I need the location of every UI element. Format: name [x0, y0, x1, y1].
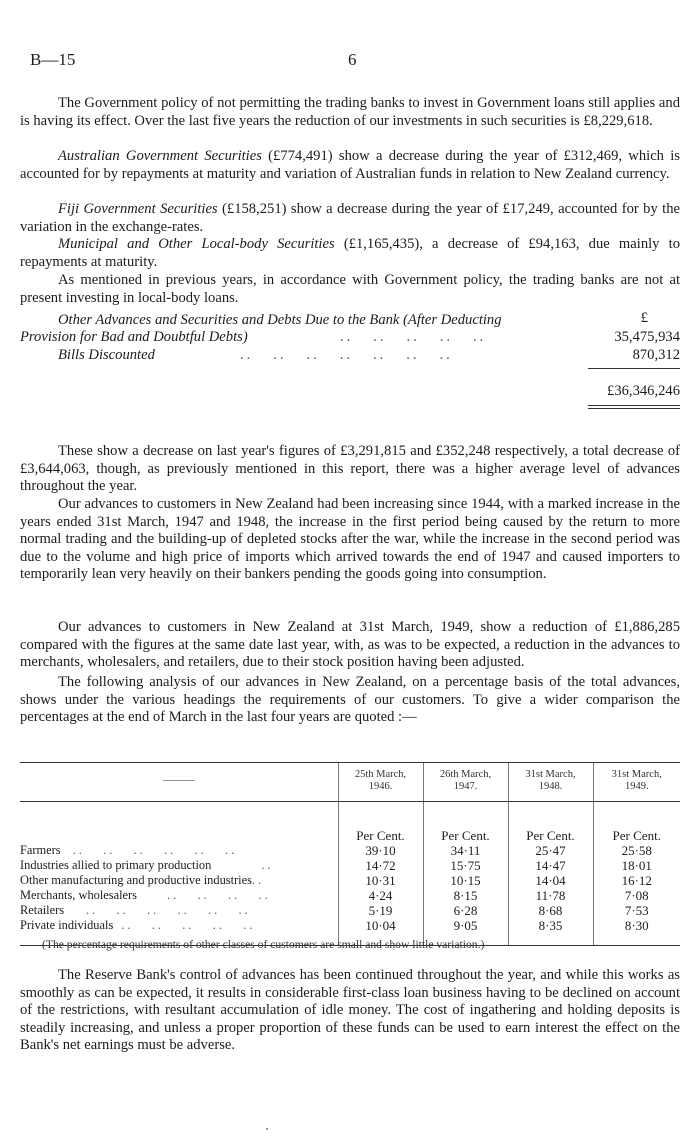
advances-line1-label-a: Other Advances and Securities and Debts Due to the Bank (After Deducting: [58, 312, 502, 328]
advances-analysis-table: [20, 762, 680, 946]
cell-value: 14·04: [508, 873, 593, 888]
cell-value: 8·68: [508, 903, 593, 918]
advances-line1-amount: 35,475,934: [614, 329, 680, 345]
paragraph-local-body-loans: As mentioned in previous years, in accordance with Government policy, the trading banks are not at present investing in local-body loans.: [20, 272, 680, 306]
row-label: Farmers .. .. .. .. .. ..: [20, 843, 238, 857]
bills-discounted-row: Bills Discounted .. .. .. .. .. .. ..: [58, 347, 453, 363]
column-header-1948: 31st March, 1948.: [508, 763, 593, 802]
cell-value: 8·15: [423, 888, 508, 903]
page-header: [30, 50, 680, 70]
page-number: 6: [348, 50, 357, 69]
currency-symbol: £: [640, 310, 648, 326]
row-label: Other manufacturing and productive industries..: [20, 873, 265, 887]
subtotal-rule: [588, 368, 680, 369]
bills-discounted-label: Bills Discounted: [58, 347, 155, 363]
cell-value: 4·24: [338, 888, 423, 903]
paragraph-reserve-bank-control: The Reserve Bank's control of advances has been continued throughout the year, and while this works as smoothly as can be expected, it results in considerable first-class loan business having to be declined on account of the restrictions, with resultant accumulation of idle money. The cost of ingathering and holding deposits is steadily increasing, and unless a proper proportion of these funds can be used to earn interest the effect on the Bank's net earnings must be adverse.: [20, 967, 680, 1054]
report-reference: B—15: [30, 50, 76, 69]
advances-total: £36,346,246: [607, 383, 680, 399]
australian-securities-heading: Australian Government Securities: [58, 148, 262, 164]
unit-label: Per Cent.: [508, 802, 593, 844]
paragraph-fiji-securities: [20, 201, 680, 236]
table-row: [20, 873, 680, 888]
unit-row: [20, 802, 680, 844]
municipal-securities-text: (£1,165,435), a decrease of £94,163, due mainly to repayments at maturity.: [20, 236, 680, 270]
cell-value: 10·04: [338, 918, 423, 946]
paragraph-analysis-intro: The following analysis of our advances in New Zealand, on a percentage basis of the total advances, shows under the various headings the requirements of our customers. To give a wider comparison the percentages at the end of March in the last four years are quoted :—: [20, 674, 680, 726]
municipal-securities-heading: Municipal and Other Local-body Securities: [58, 236, 335, 252]
paragraph-australian-securities: [20, 148, 680, 183]
cell-value: 18·01: [593, 858, 680, 873]
cell-value: 10·31: [338, 873, 423, 888]
fiji-securities-heading: Fiji Government Securities: [58, 201, 218, 217]
page-speck: [266, 1128, 268, 1130]
table-stub-header: ———: [20, 763, 338, 802]
paragraph-municipal-securities: [20, 236, 680, 271]
advances-line1-label-b: Provision for Bad and Doubtful Debts): [20, 329, 248, 345]
table-row: [20, 843, 680, 858]
cell-value: 15·75: [423, 858, 508, 873]
column-header-1947: 26th March, 1947.: [423, 763, 508, 802]
australian-securities-text: (£774,491) show a decrease during the year of £312,469, which is accounted for by repayments at maturity and variation of Australian funds in relation to New Zealand currency.: [20, 148, 680, 182]
cell-value: 25·58: [593, 843, 680, 858]
cell-value: 16·12: [593, 873, 680, 888]
cell-value: 14·47: [508, 858, 593, 873]
cell-value: 8·35: [508, 918, 593, 946]
table-header-row: [20, 763, 680, 802]
row-label: Private individuals .. .. .. .. ..: [20, 918, 338, 946]
cell-value: 11·78: [508, 888, 593, 903]
cell-value: 9·05: [423, 918, 508, 946]
paragraph-decrease: These show a decrease on last year's figures of £3,291,815 and £352,248 respectively, a total decrease of £3,644,063, though, as previously mentioned in this report, there was a higher average level of advances throughout the year.: [20, 443, 680, 495]
row-label: Industries allied to primary production ..: [20, 858, 274, 872]
cell-value: 25·47: [508, 843, 593, 858]
table-row: [20, 858, 680, 873]
cell-value: 7·53: [593, 903, 680, 918]
row-label: Retailers .. .. .. .. .. ..: [20, 903, 251, 917]
paragraph-advances-history: Our advances to customers in New Zealand had been increasing since 1944, with a marked increase in the years ended 31st March, 1947 and 1948, the increase in the first period being caused by the return to more normal trading and the building-up of depleted stocks after the war, while the increase in the second period was due to the volume and high price of imports which arrived towards the end of 1947 and caused importers to temporarily lean very heavily on their bankers pending the goods going into consumption.: [20, 496, 680, 583]
table-row: [20, 888, 680, 903]
cell-value: 5·19: [338, 903, 423, 918]
paragraph-government-loans: The Government policy of not permitting the trading banks to invest in Government loans still applies and is having its effect. Over the last five years the reduction of our investments in such securities is £8,229,618.: [20, 95, 680, 129]
bills-discounted-amount: 870,312: [632, 347, 680, 363]
cell-value: 14·72: [338, 858, 423, 873]
unit-label: Per Cent.: [593, 802, 680, 844]
row-label: Merchants, wholesalers .. .. .. ..: [20, 888, 271, 902]
cell-value: 8·30: [593, 918, 680, 946]
total-rule-1: [588, 405, 680, 406]
advances-line1-label-b-row: Provision for Bad and Doubtful Debts) .. .. .. .. ..: [20, 329, 487, 345]
unit-label: Per Cent.: [423, 802, 508, 844]
column-header-1946: 25th March, 1946.: [338, 763, 423, 802]
paragraph-advances-1949: Our advances to customers in New Zealand at 31st March, 1949, show a reduction of £1,886,285 compared with the figures at the same date last year, with, as was to be expected, a reduction in the advances to merchants, wholesalers, and retailers, due to their stock position having been adjusted.: [20, 619, 680, 671]
column-header-1949: 31st March, 1949.: [593, 763, 680, 802]
cell-value: 7·08: [593, 888, 680, 903]
cell-value: 34·11: [423, 843, 508, 858]
unit-label: Per Cent.: [338, 802, 423, 844]
cell-value: 6·28: [423, 903, 508, 918]
total-rule-2: [588, 408, 680, 409]
cell-value: 10·15: [423, 873, 508, 888]
table-row: [20, 903, 680, 918]
fiji-securities-text: (£158,251) show a decrease during the year of £17,249, accounted for by the variation in the exchange-rates.: [20, 201, 680, 235]
table-footnote: (The percentage requirements of other classes of customers are small and show little variation.): [42, 938, 485, 951]
cell-value: 39·10: [338, 843, 423, 858]
